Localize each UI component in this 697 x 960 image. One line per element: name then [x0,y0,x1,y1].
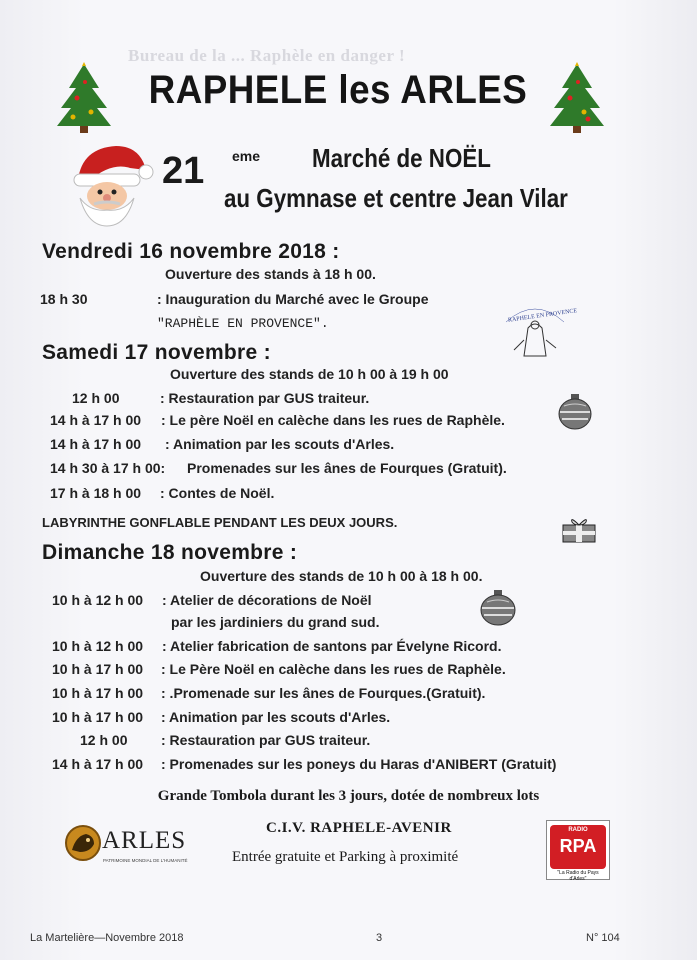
labyrinth-note: LABYRINTHE GONFLABLE PENDANT LES DEUX JOURS. [42,515,398,530]
sunday-heading: Dimanche 18 novembre : [42,541,298,564]
arles-logo-word: ARLES [102,827,187,854]
tombola-note: Grande Tombola durant les 3 jours, dotée de nombreux lots [157,788,540,804]
organizer-name: C.I.V. RAPHELE-AVENIR [266,820,452,836]
sunday-desc-4: : Le Père Noël en calèche dans les rues de Raphèle. [161,661,506,677]
raphele-en-provence-logo [502,300,578,362]
friday-heading: Vendredi 16 novembre 2018 : [42,240,340,263]
sunday-opening: Ouverture des stands de 10 h 00 à 18 h 00. [200,568,483,584]
sunday-time-6: 10 h à 17 h 00 [52,709,144,725]
saturday-desc-2: : Le père Noël en calèche dans les rues de Raphèle. [161,412,505,428]
rpa-logo-tagline: "La Radio du Pays d'Arles" [557,870,599,882]
sunday-desc-3: : Atelier fabrication de santons par Évelyne Ricord. [162,638,502,654]
saturday-time-3: 14 h à 17 h 00 [50,436,142,452]
sunday-time-8: 14 h à 17 h 00 [52,756,144,772]
footer-publication: La Martelière—Novembre 2018 [30,932,184,944]
sunday-desc-5: : .Promenade sur les ânes de Fourques.(Gratuit). [161,685,486,701]
friday-opening: Ouverture des stands à 18 h 00. [165,266,376,282]
christmas-tree-icon-left [55,62,113,134]
saturday-desc-5: : Contes de Noël. [160,485,275,501]
sunday-desc-7: : Restauration par GUS traiteur. [161,732,371,748]
friday-desc-2: "RAPHÈLE EN PROVENCE". [157,316,329,331]
santa-claus-icon [60,140,156,228]
edition-suffix: eme [232,148,261,164]
sunday-time-7: 12 h 00 [80,732,128,748]
entry-parking-note: Entrée gratuite et Parking à proximité [232,849,459,865]
gift-box-icon [560,516,598,544]
footer-page-number: 3 [376,932,383,944]
sunday-time-1: 10 h à 12 h 00 [52,592,144,608]
footer-issue-number: N° 104 [586,932,620,944]
saturday-desc-4: Promenades sur les ânes de Fourques (Gratuit). [187,460,507,476]
friday-time-1: 18 h 30 [40,291,88,307]
christmas-tree-icon-right [548,62,606,134]
sunday-time-3: 10 h à 12 h 00 [52,638,144,654]
page-title: RAPHELE les ARLES [148,68,528,112]
sunday-desc-8: : Promenades sur les poneys du Haras d'ANIBERT (Gratuit) [161,756,557,772]
rpa-logo-word: RPA [559,836,597,856]
sunday-time-5: 10 h à 17 h 00 [52,685,144,701]
sunday-desc-6: : Animation par les scouts d'Arles. [161,709,391,725]
sunday-desc-2: par les jardiniers du grand sud. [171,614,380,630]
saturday-desc-1: : Restauration par GUS traiteur. [160,390,370,406]
rpa-logo-top-text: RADIO [568,827,588,833]
saturday-time-1: 12 h 00 [72,390,120,406]
rpa-radio-logo [546,820,610,880]
raphele-logo-text: RAPHELE EN PROVENCE [507,308,578,324]
arles-city-logo-icon [64,824,102,862]
saturday-time-2: 14 h à 17 h 00 [50,412,142,428]
faded-header-text: Bureau de la ... Raphèle en danger ! [128,46,406,65]
christmas-ornament-icon [556,392,594,432]
sunday-desc-1: : Atelier de décorations de Noël [162,592,372,608]
saturday-desc-3: : Animation par les scouts d'Arles. [165,436,395,452]
saturday-time-4: 14 h 30 à 17 h 00: [50,460,166,476]
heading-marche: Marché de NOËL [312,143,491,173]
saturday-opening: Ouverture des stands de 10 h 00 à 19 h 00 [170,366,449,382]
heading-location: au Gymnase et centre Jean Vilar [224,183,568,213]
sunday-time-4: 10 h à 17 h 00 [52,661,144,677]
christmas-ornament-icon-2 [478,588,518,628]
saturday-time-5: 17 h à 18 h 00 [50,485,142,501]
edition-number: 21 [162,150,205,192]
saturday-heading: Samedi 17 novembre : [42,341,271,364]
arles-logo-subtitle: PATRIMOINE MONDIAL DE L'HUMANITÉ [103,858,188,863]
friday-desc-1: : Inauguration du Marché avec le Groupe [157,291,429,307]
